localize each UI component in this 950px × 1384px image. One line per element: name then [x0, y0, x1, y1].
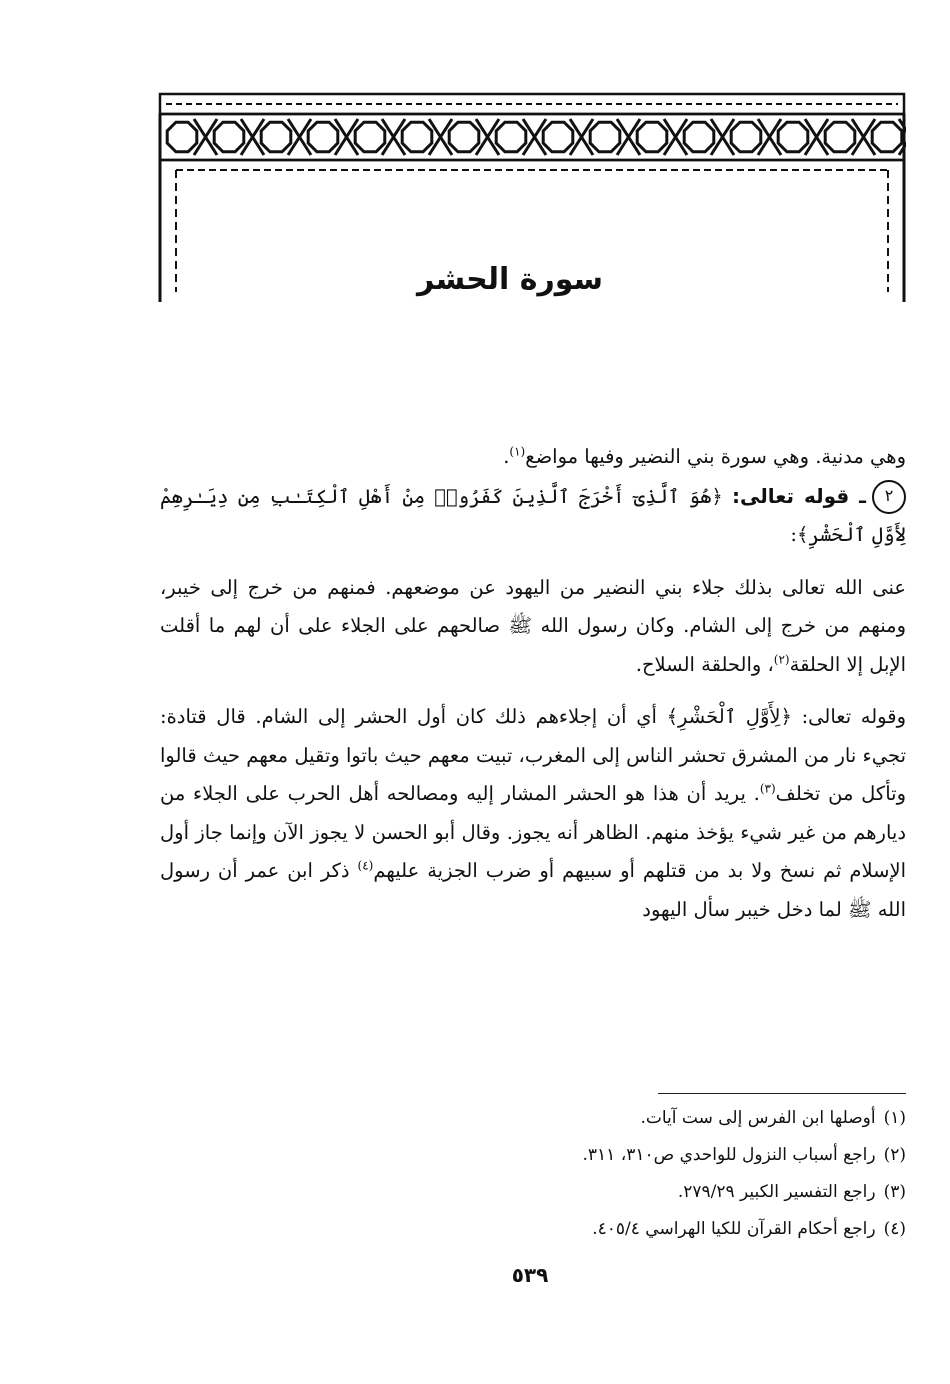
footnote-ref: (٤): [357, 858, 374, 873]
footnote-ref: (١): [509, 444, 526, 459]
footnote-item: [300, 1100, 906, 1137]
intro-text: وهي مدنية. وهي سورة بني النضير وفيها مواضع: [525, 445, 906, 468]
footnote-text: راجع التفسير الكبير ٢٧٩/٢٩.: [677, 1182, 876, 1202]
footnote-item: [300, 1137, 906, 1174]
footnote-item: [300, 1174, 906, 1211]
ayah-number-badge: ٢: [872, 480, 906, 514]
page-number: ٥٣٩: [511, 1263, 549, 1287]
footnote-number: (٤): [883, 1219, 906, 1239]
footnote-number: (٢): [883, 1145, 906, 1165]
footnote-ref: (٣): [759, 781, 776, 796]
verse-paragraph: [160, 477, 906, 555]
commentary-paragraph-2: [160, 698, 906, 929]
commentary-paragraph-1: [160, 569, 906, 685]
footnote-text: راجع أسباب النزول للواحدي ص٣١٠، ٣١١.: [582, 1145, 876, 1165]
footnote-number: (١): [883, 1108, 906, 1128]
para1-tail: ، والحلقة السلاح.: [635, 652, 774, 676]
verse-lead: ـ قوله تعالى:: [731, 483, 866, 508]
footnote-ref: (٢): [773, 652, 790, 666]
footnote-text: راجع أحكام القرآن للكيا الهراسي ٤٠٥/٤.: [592, 1219, 876, 1239]
para2-tail: ذكر ابن عمر أن رسول الله ﷺ لما دخل خيبر سأل اليهود: [160, 859, 906, 921]
footnote-divider: [658, 1093, 906, 1094]
footnote-text: أوصلها ابن الفرس إلى ست آيات.: [640, 1108, 876, 1128]
footnote-item: [300, 1211, 906, 1248]
main-text: [160, 438, 906, 929]
para2-text-cont: . يريد أن هذا هو الحشر المشار إليه ومصالحه أهل الحرب على الجلاء من ديارهم من غير شيء يؤخذ منهم. الظاهر أنه يجوز. وقال أبو الحسن لا يجوز الآن وإنما جاز أول الإسلام ثم نسخ ولا بد من قتلهم أو سبيهم أو ضرب الجزية عليهم: [160, 782, 906, 882]
surah-title: سورة الحشر: [416, 262, 604, 297]
intro-paragraph: وهي مدنية. وهي سورة بني النضير وفيها مواضع$^{(١)}$.: [503, 444, 906, 468]
footnotes: [300, 1100, 906, 1248]
quran-verse: ﴿هُوَ ٱلَّذِىٓ أَخْرَجَ ٱلَّذِينَ كَفَرُوا۟ مِنْ أَهْلِ ٱلْكِتَـٰبِ مِن دِيَـٰرِهِمْ لِأَوَّلِ ٱلْحَشْرِ﴾: [160, 484, 906, 546]
para2-text: وقوله تعالى: ﴿لِأَوَّلِ ٱلْحَشْرِ﴾ أي أن إجلاءهم ذلك كان أول الحشر إلى الشام. قال قتادة: تجيء نار من المشرق تحشر الناس إلى المغرب، تبيت معهم حيث باتوا وتقيل معهم حيث قالوا وتأكل من تخلف: [160, 705, 906, 805]
footnote-number: (٣): [883, 1182, 906, 1202]
verse-end: :: [790, 523, 797, 546]
para1-text: عنى الله تعالى بذلك جلاء بني النضير من اليهود عن موضعهم. فمنهم من خرج إلى خيبر، ومنهم من خرج إلى الشام. وكان رسول الله ﷺ صالحهم على الجلاء على أن لهم ما أقلت الإبل إلا الحلقة: [160, 575, 906, 676]
